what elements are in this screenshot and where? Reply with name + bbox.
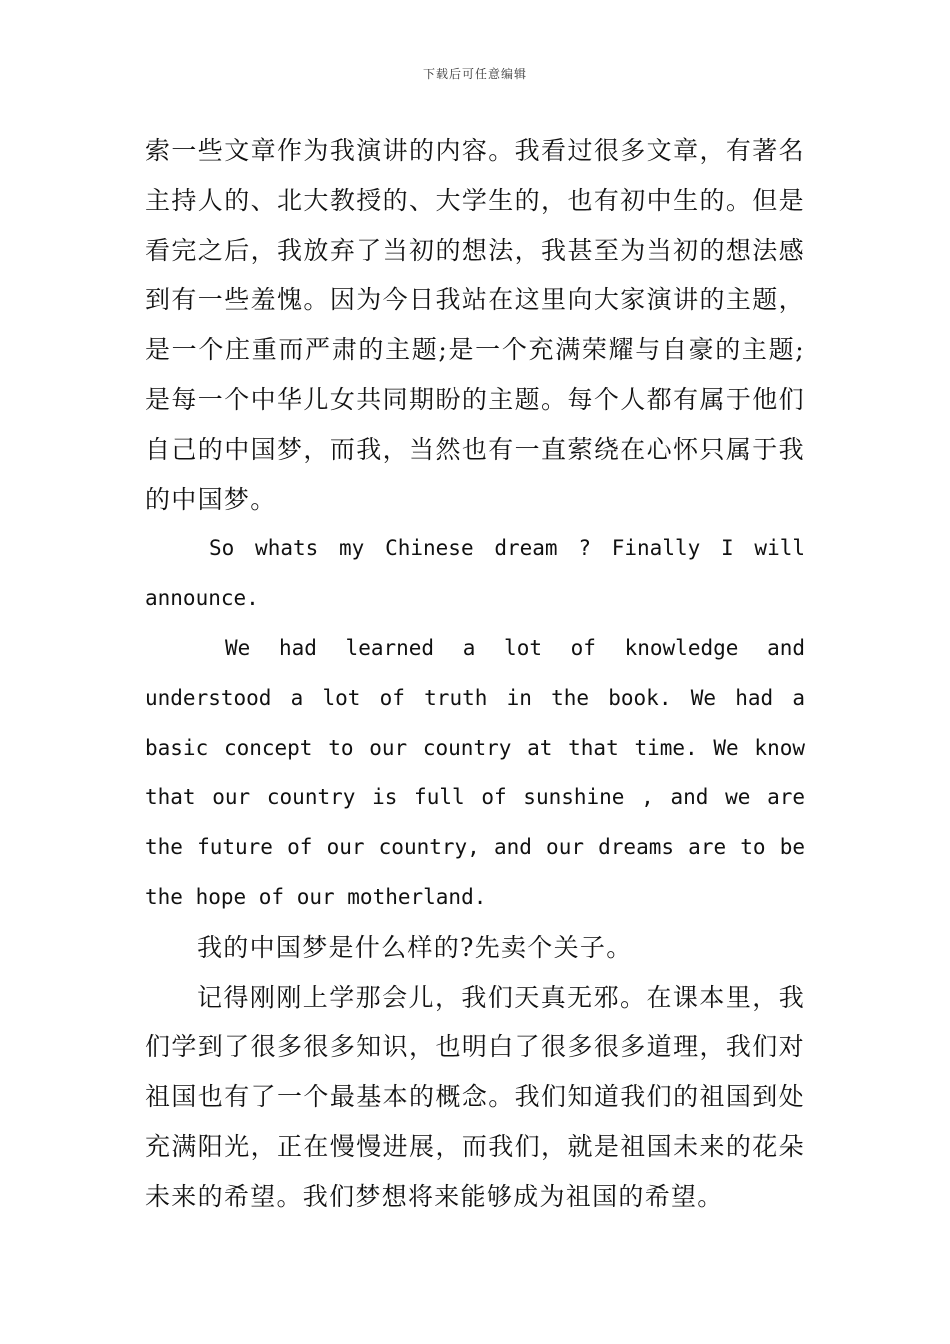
- paragraph-chinese-memory: 记得刚刚上学那会儿，我们天真无邪。在课本里，我们学到了很多很多知识，也明白了很多很多道理，我们对祖国也有了一个最基本的概念。我们知道我们的祖国到处充满阳光，正在慢慢进展，而我们，就是祖国未来的花朵未来的希望。我们梦想将来能够成为祖国的希望。: [145, 982, 805, 1211]
- page-header-note: 下载后可任意编辑: [422, 67, 527, 81]
- paragraph-chinese-question: 我的中国梦是什么样的?先卖个关子。: [197, 932, 633, 962]
- paragraph-chinese-intro: 索一些文章作为我演讲的内容。我看过很多文章，有著名主持人的、北大教授的、大学生的，也有初中生的。但是看完之后，我放弃了当初的想法，我甚至为当初的想法感到有一些羞愧。因为今日我站在这里向大家演讲的主题，是一个庄重而严肃的主题;是一个充满荣耀与自豪的主题;是每一个中华儿女共同期盼的主题。每个人都有属于他们自己的中国梦，而我，当然也有一直萦绕在心怀只属于我的中国梦。: [145, 136, 805, 514]
- paragraph-english-body: We had learned a lot of knowledge and understood a lot of truth in the book. We had a basic concept to our country at that time. We know that our country is full of sunshine , and we are the future of our country, and our dreams are to be the hope of our motherland.: [145, 635, 805, 909]
- paragraph-english-question: So whats my Chinese dream ? Finally I will announce.: [145, 536, 805, 611]
- document-body: [145, 126, 805, 1222]
